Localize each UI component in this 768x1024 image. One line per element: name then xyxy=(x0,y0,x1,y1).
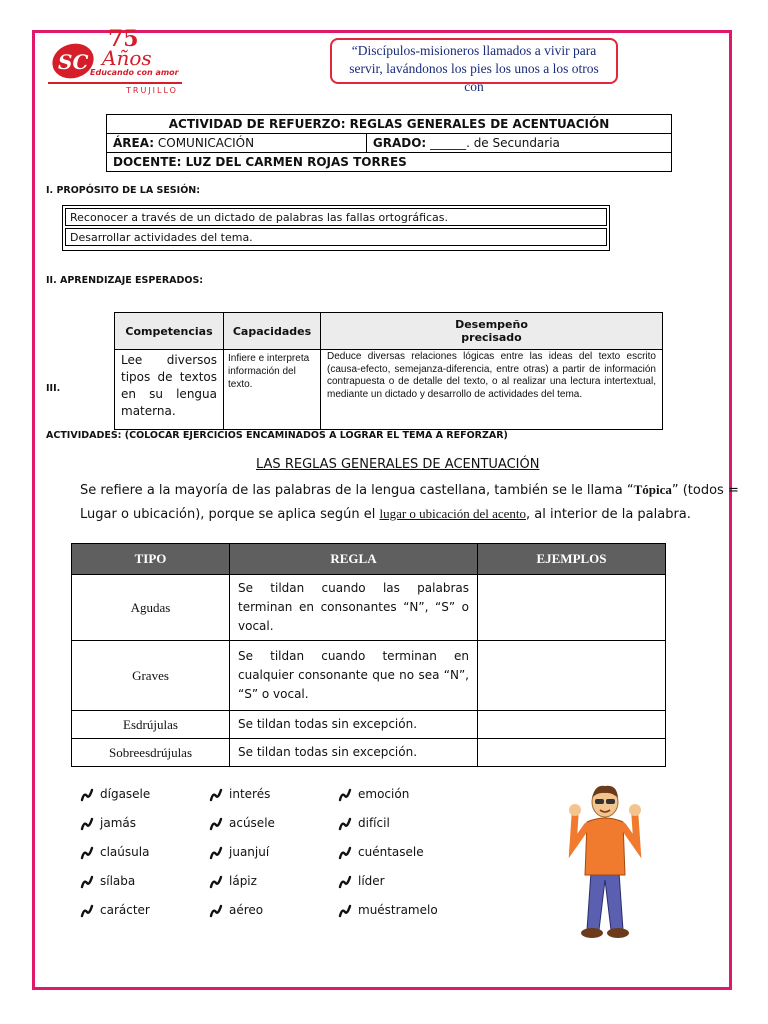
word-item xyxy=(80,787,150,802)
checkmark-icon xyxy=(209,904,223,918)
word-text: muéstramelo xyxy=(358,903,438,917)
table-row xyxy=(72,575,666,641)
word-text: jamás xyxy=(100,816,136,830)
checkmark-icon xyxy=(80,875,94,889)
logo-city: TRUJILLO xyxy=(126,86,178,95)
competencia-cell: Lee diversos tipos de textos en su lengua materna. xyxy=(115,350,224,430)
word-item xyxy=(209,816,275,831)
word-item xyxy=(338,816,390,831)
table-row xyxy=(72,641,666,711)
section-2-title: II. APRENDIZAJE ESPERADOS: xyxy=(46,275,204,286)
logo-initials: SC xyxy=(58,50,89,74)
word-item xyxy=(80,903,150,918)
logo-number: 75 xyxy=(108,26,139,52)
logo-years: Años xyxy=(102,46,152,70)
regla-cell: Se tildan todas sin excepción. xyxy=(230,739,478,767)
logo-divider xyxy=(48,82,182,84)
word-item xyxy=(80,874,135,889)
rules-table xyxy=(71,543,666,767)
desempeno-cell: Deduce diversas relaciones lógicas entre las ideas del texto escrito (causa-efecto, semejanza-diferencia, entre otras) a partir de información contrapuesta o de detalle del texto, o al realizar una lectura intertextual, mediante un dictado y desarrollo de actividades del tema. xyxy=(321,350,663,430)
word-item xyxy=(338,874,385,889)
checkmark-icon xyxy=(338,846,352,860)
capacidad-cell: Infiere e interpreta información del texto. xyxy=(224,350,321,430)
checkmark-icon xyxy=(209,846,223,860)
header-ejemplos: EJEMPLOS xyxy=(478,544,666,575)
word-text: difícil xyxy=(358,816,390,830)
header-capacidades: Capacidades xyxy=(224,313,321,350)
checkmark-icon xyxy=(209,788,223,802)
word-text: cuéntasele xyxy=(358,845,424,859)
lesson-title: LAS REGLAS GENERALES DE ACENTUACIÓN xyxy=(256,457,540,472)
activity-title: ACTIVIDAD DE REFUERZO: REGLAS GENERALES DE ACENTUACIÓN xyxy=(107,115,672,134)
tipo-cell: Graves xyxy=(72,641,230,711)
section-3-label: III. xyxy=(46,383,61,394)
checkmark-icon xyxy=(338,904,352,918)
regla-cell: Se tildan cuando terminan en cualquier consonante que no sea “N”, “S” o vocal. xyxy=(230,641,478,711)
cartoon-boy-illustration xyxy=(565,780,645,945)
word-item xyxy=(209,787,270,802)
table-row xyxy=(72,739,666,767)
grado-cell: GRADO: ______. de Secundaria xyxy=(366,134,671,153)
checkmark-icon xyxy=(338,875,352,889)
header-regla: REGLA xyxy=(230,544,478,575)
table-row xyxy=(72,711,666,739)
tipo-cell: Agudas xyxy=(72,575,230,641)
word-item xyxy=(80,845,149,860)
checkmark-icon xyxy=(338,788,352,802)
checkmark-icon xyxy=(80,904,94,918)
word-item xyxy=(209,845,269,860)
tipo-cell: Esdrújulas xyxy=(72,711,230,739)
word-item xyxy=(338,845,424,860)
checkmark-icon xyxy=(80,788,94,802)
ejemplos-cell[interactable] xyxy=(478,575,666,641)
school-logo xyxy=(44,24,186,110)
actividades-heading: ACTIVIDADES: (COLOCAR EJERCICIOS ENCAMINADOS A LOGRAR EL TEMA A REFORZAR) xyxy=(46,430,508,441)
word-text: lápiz xyxy=(229,874,257,888)
checkmark-icon xyxy=(80,817,94,831)
word-item xyxy=(338,903,438,918)
docente-cell: DOCENTE: LUZ DEL CARMEN ROJAS TORRES xyxy=(107,153,672,172)
regla-cell: Se tildan cuando las palabras terminan en consonantes “N”, “S” o vocal. xyxy=(230,575,478,641)
word-text: carácter xyxy=(100,903,150,917)
tipo-cell: Sobreesdrújulas xyxy=(72,739,230,767)
header-desempeno: Desempeño precisado xyxy=(321,313,663,350)
word-text: acúsele xyxy=(229,816,275,830)
word-text: aéreo xyxy=(229,903,264,917)
regla-cell: Se tildan todas sin excepción. xyxy=(230,711,478,739)
word-item xyxy=(338,787,409,802)
word-text: interés xyxy=(229,787,271,801)
ejemplos-cell[interactable] xyxy=(478,711,666,739)
ejemplos-cell[interactable] xyxy=(478,739,666,767)
activity-header-table xyxy=(106,114,672,172)
word-text: dígasele xyxy=(100,787,151,801)
word-text: emoción xyxy=(358,787,410,801)
word-item xyxy=(209,874,257,889)
competencias-table xyxy=(114,312,663,430)
word-text: juanjuí xyxy=(229,845,270,859)
area-cell: ÁREA: COMUNICACIÓN xyxy=(107,134,367,153)
header-tipo: TIPO xyxy=(72,544,230,575)
checkmark-icon xyxy=(209,875,223,889)
purpose-item: Reconocer a través de un dictado de palabras las fallas ortográficas. xyxy=(65,208,607,226)
lesson-paragraph: Se refiere a la mayoría de las palabras de la lengua castellana, también se le llama “Tópica” (todos = Lugar o ubicación), porque se aplica según el lugar o ubicación del acento, al interior de la palabra. xyxy=(80,482,739,522)
word-text: líder xyxy=(358,874,385,888)
checkmark-icon xyxy=(209,817,223,831)
word-item xyxy=(80,816,136,831)
motto-box: “Discípulos-misioneros llamados a vivir para servir, lavándonos los pies los unos a los otros con xyxy=(330,38,618,84)
word-text: claúsula xyxy=(100,845,150,859)
checkmark-icon xyxy=(338,817,352,831)
purpose-box xyxy=(62,205,610,251)
section-1-title: I. PROPÓSITO DE LA SESIÓN: xyxy=(46,185,201,196)
checkmark-icon xyxy=(80,846,94,860)
purpose-item: Desarrollar actividades del tema. xyxy=(65,228,607,246)
word-text: sílaba xyxy=(100,874,136,888)
header-competencias: Competencias xyxy=(115,313,224,350)
logo-slogan: Educando con amor xyxy=(90,68,179,77)
ejemplos-cell[interactable] xyxy=(478,641,666,711)
word-item xyxy=(209,903,263,918)
